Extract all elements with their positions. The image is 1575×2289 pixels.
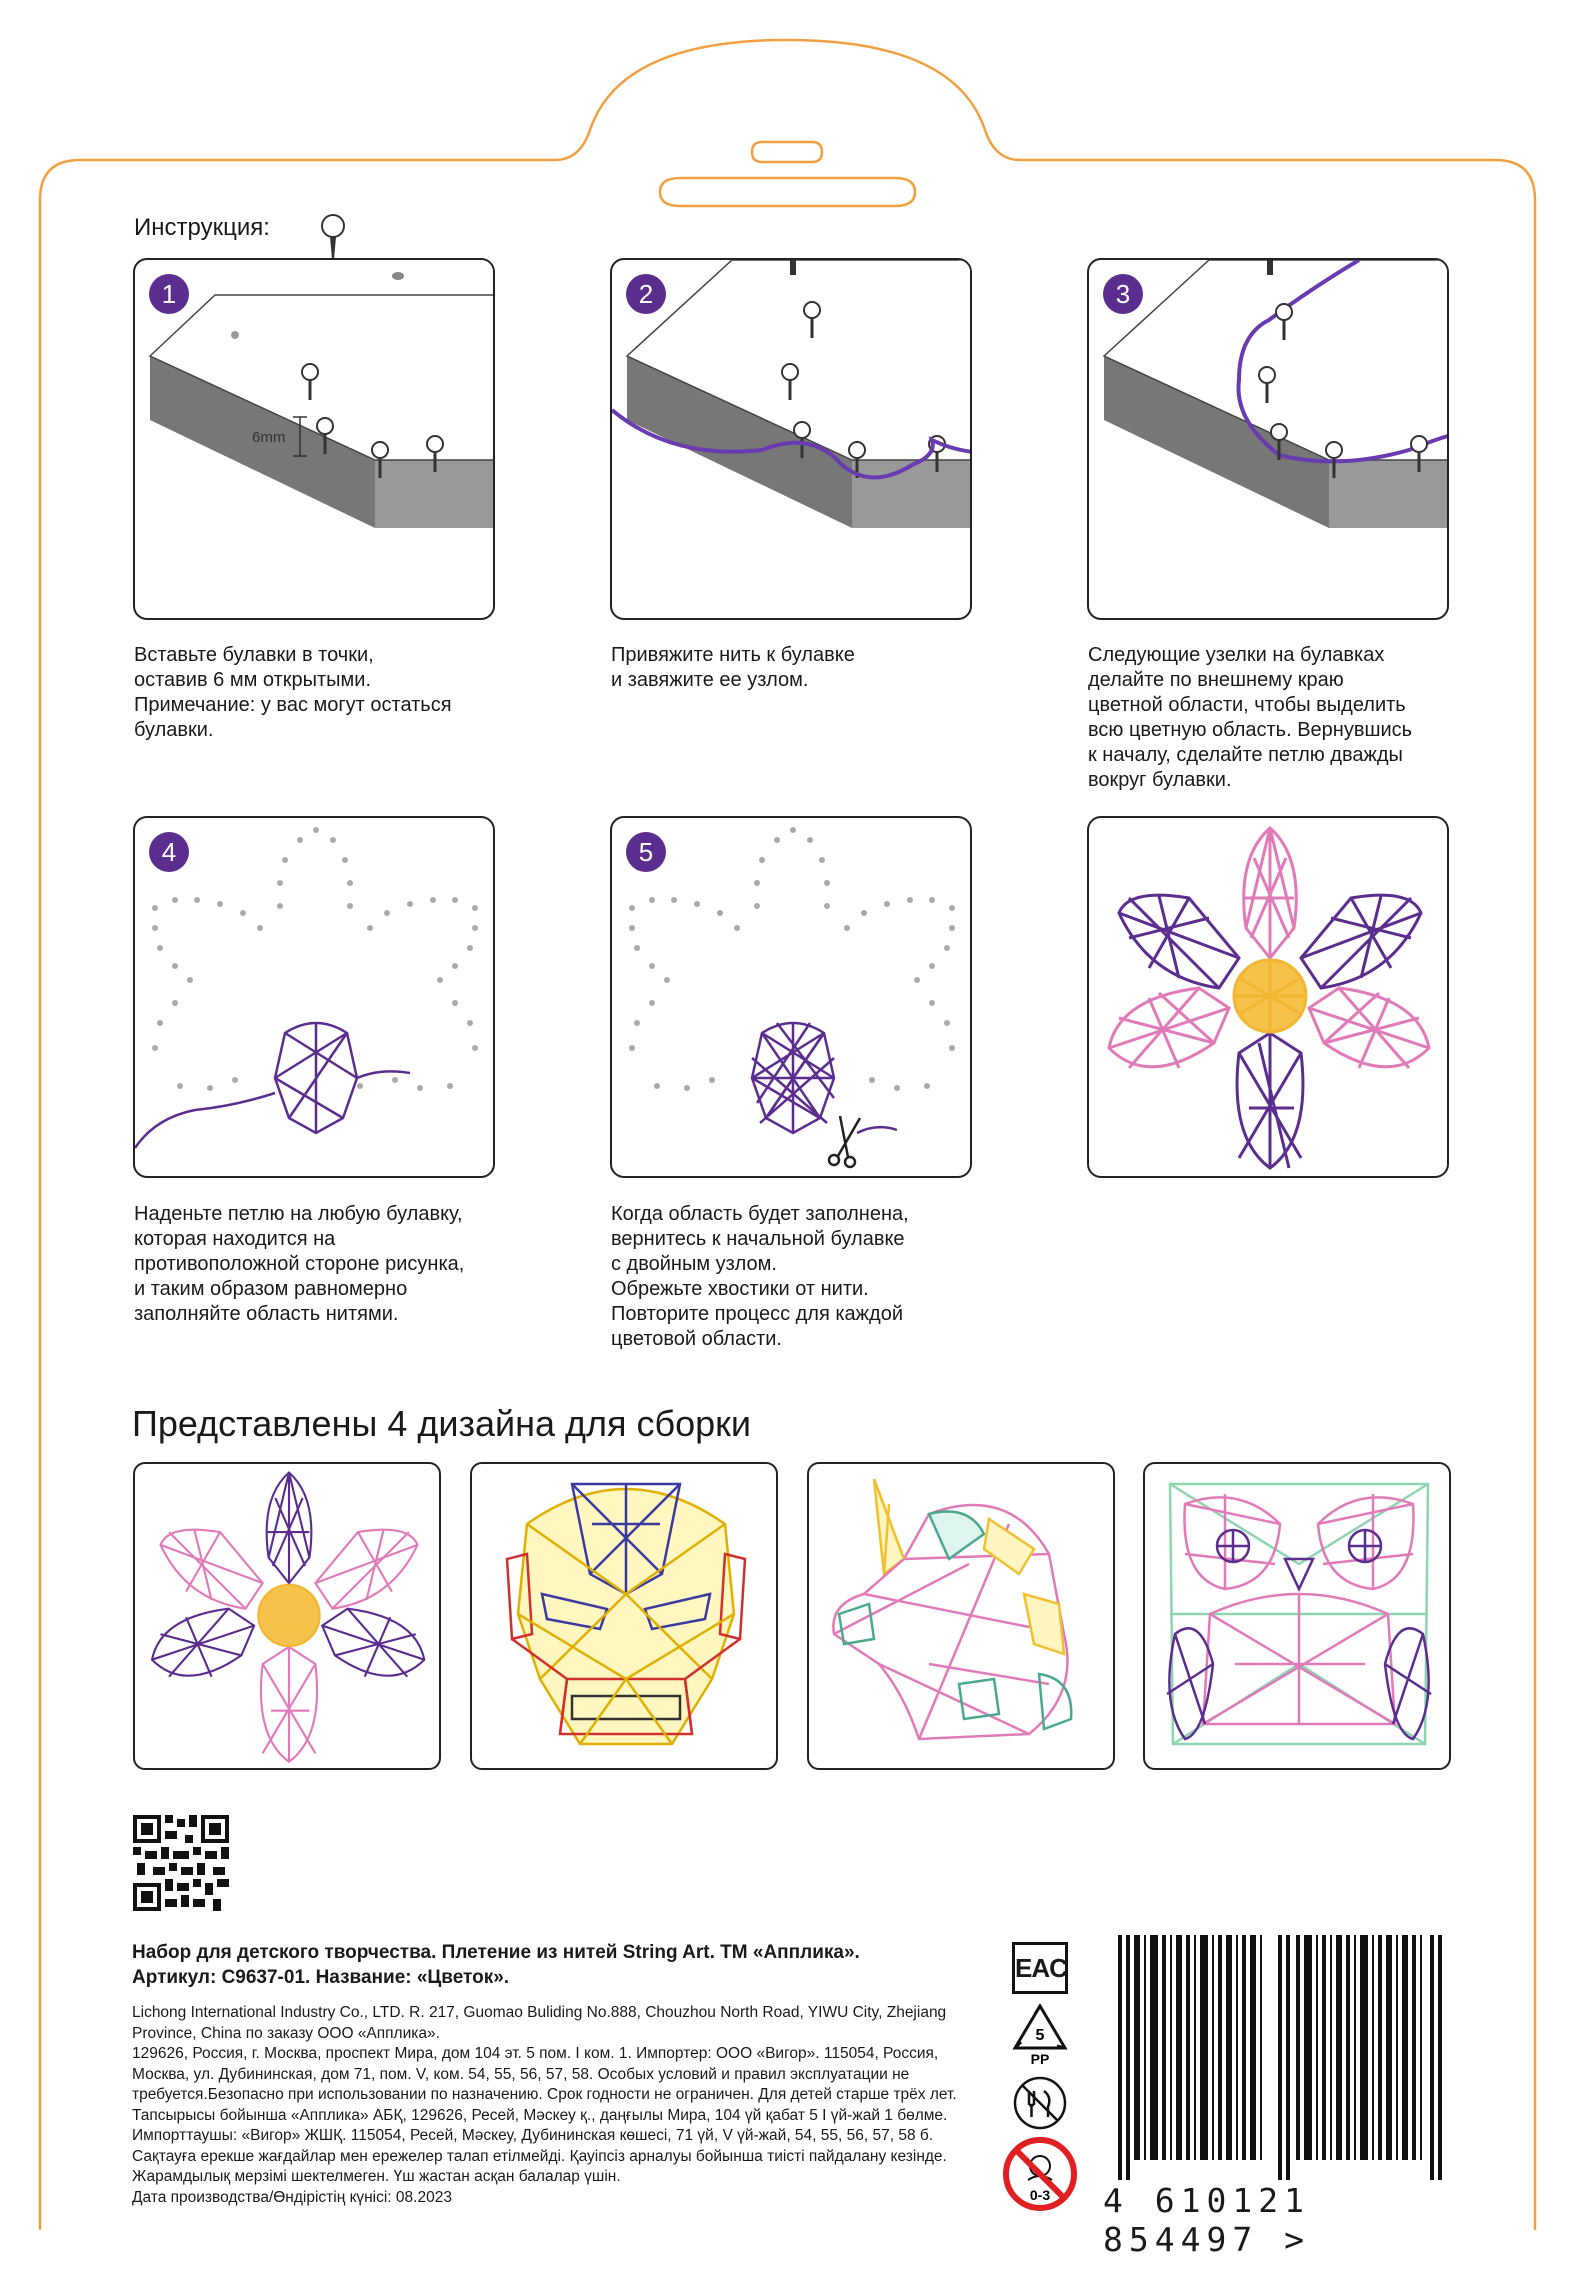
step-5-illustration xyxy=(610,816,972,1178)
designs-title: Представлены 4 дизайна для сборки xyxy=(132,1403,752,1444)
instruction-label: Инструкция: xyxy=(134,214,270,241)
design-flower xyxy=(133,1462,441,1770)
design-owl xyxy=(1143,1462,1451,1770)
step-5-text: Когда область будет заполнена, вернитесь к начальной булавке с двойным узлом. Обрежьте хвостики от нити. Повторите процесс для каждой цветовой области. xyxy=(611,1203,909,1350)
qr-code[interactable] xyxy=(133,1815,229,1911)
step-3-illustration xyxy=(1087,258,1449,620)
step-1-illustration xyxy=(133,258,495,620)
measure-label: 6mm xyxy=(252,429,286,446)
step-2-text: Привяжите нить к булавке и завяжите ее узлом. xyxy=(611,644,855,691)
not-food-safe-icon xyxy=(1012,2075,1068,2131)
recycle-code: PP xyxy=(1030,2051,1050,2067)
product-line-2: Артикул: С9637-01. Название: «Цветок». xyxy=(132,1967,510,1988)
design-unicorn xyxy=(807,1462,1115,1770)
step-4-illustration xyxy=(133,816,495,1178)
product-info xyxy=(132,1940,860,1990)
eac-mark: EAC xyxy=(1012,1942,1068,1994)
recycle-icon xyxy=(1007,2000,1073,2068)
age-label: 0-3 xyxy=(1029,2187,1051,2203)
barcode-number: 4 610121 854497 > xyxy=(1103,2181,1310,2259)
step-2-illustration xyxy=(610,258,972,620)
age-restriction-icon xyxy=(1002,2136,1078,2212)
legal-text: Lichong International Industry Co., LTD. R. 217, Guomao Buliding No.888, Chouzhou North Road, YIWU City, Zhejiang Province, China по заказу ООО «Апплика». 129626, Россия, г. Москва, проспект Мира, дом 104 эт. 5 пом. I ком. 1. Импортер: ООО «Вигор». 115054, Россия, Москва, ул. Дубининская, дом 71, пом. V, ком. 54, 55, 56, 57, 58. Особых условий и правил эксплуатации не требуется.Безопасно при использовании по назначению. Срок годности не ограничен. Для детей старше трёх лет. Тапсырысы бойынша «Апплика» АБҚ, 129626, Ресей, Мәскеу қ., даңғылы Мира, 104 үй қабат 5 I үй-жай 1 бөлме. Импорттаушы: «Вигор» ЖШҚ. 115054, Ресей, Мәскеу, Дубининская көшесі, 71 үй, V үй-жай, 54, 55, 56, 57, 58 б. Сақтауға ерекше жағдайлар мен ережелер талап етілмейді. Қауіпсіз арналуы бойынша тиісті пайдалану кезінде. Жарамдылық мерзімі шектелмеген. Үш жастан асқан балалар үшін. Дата производства/Өндірістің күнісі: 08.2023 xyxy=(132,2004,957,2206)
scissors-icon xyxy=(829,1116,860,1167)
recycle-number: 5 xyxy=(1035,2027,1045,2044)
step-4-text: Наденьте петлю на любую булавку, которая находится на противоположной стороне рисунка, и таким образом равномерно заполняйте область нитями. xyxy=(134,1203,465,1325)
step-1-badge: 1 xyxy=(149,274,189,314)
step-3-badge: 3 xyxy=(1103,274,1143,314)
product-line-1: Набор для детского творчества. Плетение из нитей String Art. ТМ «Апплика». xyxy=(132,1942,860,1963)
barcode xyxy=(1118,1935,1458,2180)
step-5-badge: 5 xyxy=(626,832,666,872)
design-robot-mask xyxy=(470,1462,778,1770)
finished-flower-illustration xyxy=(1087,816,1449,1178)
step-2-badge: 2 xyxy=(626,274,666,314)
step-4-badge: 4 xyxy=(149,832,189,872)
step-3-text: Следующие узелки на булавках делайте по внешнему краю цветной области, чтобы выделить всю цветную область. Вернувшись к началу, сделайте петлю дважды вокруг булавки. xyxy=(1088,644,1413,791)
step-1-text: Вставьте булавки в точки, оставив 6 мм открытыми. Примечание: у вас могут остаться булавки. xyxy=(134,644,452,741)
